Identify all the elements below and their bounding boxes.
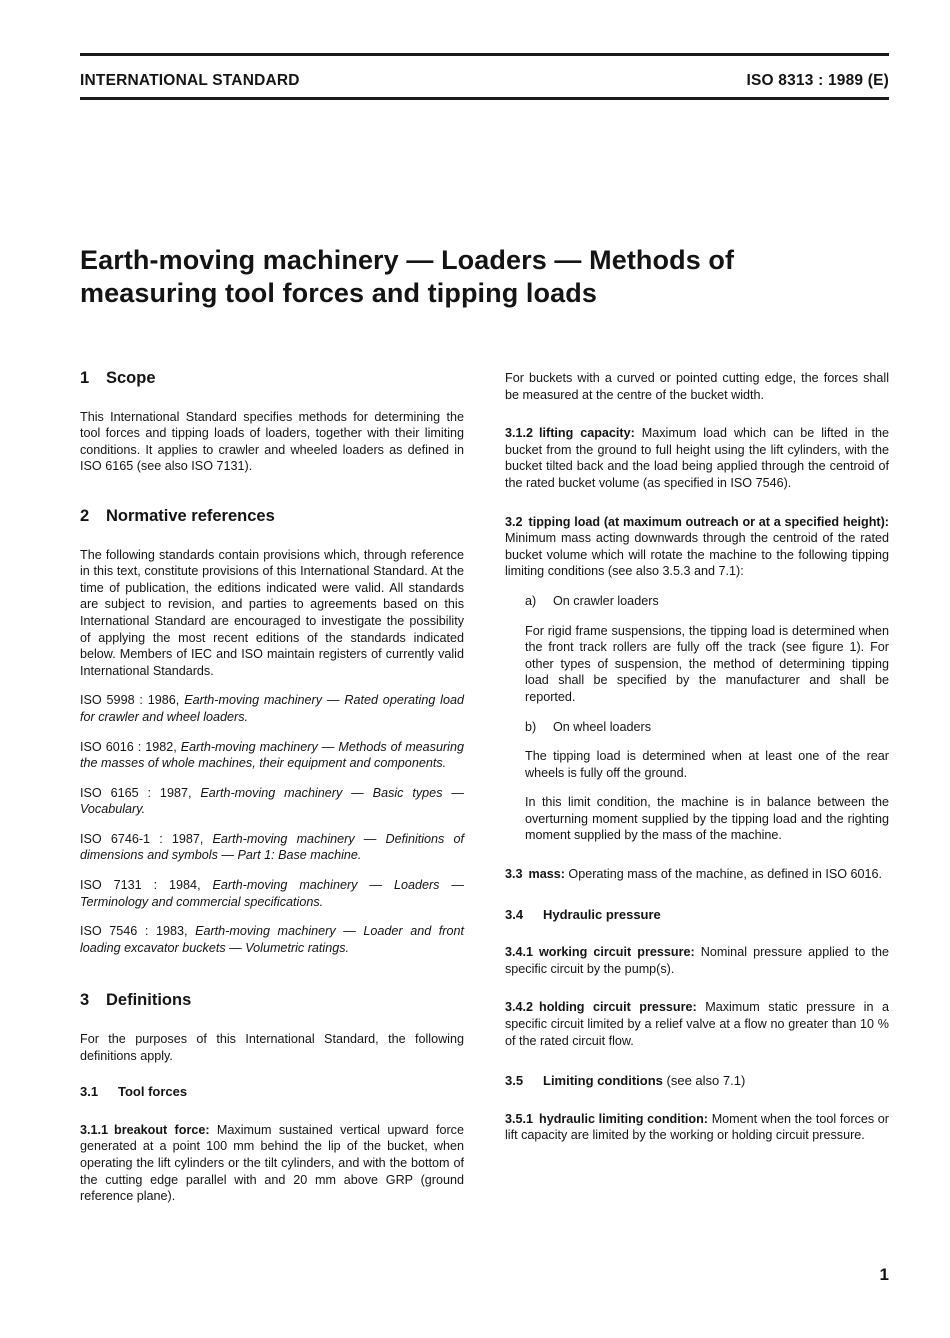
definition-working-circuit-pressure: 3.4.1 working circuit pressure: Nominal pressure applied to the specific circuit by the pump(s). bbox=[505, 945, 890, 976]
subsection-3-1-heading bbox=[80, 1084, 464, 1101]
section-title: Definitions bbox=[106, 991, 192, 1010]
subsection-title: Limiting conditions (see also 7.1) bbox=[543, 1073, 746, 1089]
standard-type-label: INTERNATIONAL STANDARD bbox=[80, 72, 300, 89]
normative-intro-paragraph: The following standards contain provisions which, through reference in this text, constitute provisions of this International Standard. At the time of publication, the editions indicated were valid. All standards are subject to revision, and parties to agreements based on this International Standard are encouraged to investigate the possibility of applying the most recent editions of the standards indicated below. Members of IEC and ISO maintain registers of currently valid International Standards. bbox=[80, 547, 464, 678]
definition-holding-circuit-pressure: 3.4.2 holding circuit pressure: Maximum static pressure in a specific circuit limited by a relief valve at a flow no greater than 10 % of the rated circuit flow. bbox=[505, 1000, 889, 1048]
subsection-3-4-heading bbox=[505, 907, 889, 924]
list-item-b: b) On wheel loaders bbox=[525, 719, 652, 734]
subsection-3-5-heading bbox=[505, 1073, 889, 1090]
header-rule bbox=[80, 97, 889, 100]
section-3-heading bbox=[80, 992, 464, 1009]
subsection-number: 3.5 bbox=[505, 1073, 524, 1089]
definition-mass: 3.3 mass: Operating mass of the machine, as defined in ISO 6016. bbox=[505, 867, 883, 882]
definition-hydraulic-limiting-condition: 3.5.1 hydraulic limiting condition: Moment when the tool forces or lift capacity are limited by the working or holding circuit pressure. bbox=[505, 1111, 889, 1143]
page-number: 1 bbox=[879, 1265, 889, 1284]
right-column bbox=[505, 370, 889, 1157]
left-column bbox=[80, 370, 464, 1218]
scope-paragraph: This International Standard specifies methods for determining the tool forces and tipping loads of loaders, together with their limiting conditions. It applies to crawler and wheeled loaders as defined in ISO 6165 (see also ISO 7131). bbox=[80, 409, 464, 474]
title-line-1: Earth-moving machinery — Loaders — Methods of bbox=[80, 245, 735, 275]
reference-item: ISO 7131 : 1984, Earth-moving machinery — Loaders — Terminology and commercial specifications. bbox=[80, 878, 464, 909]
document-title bbox=[80, 244, 860, 310]
limit-condition-paragraph: In this limit condition, the machine is in balance between the overturning moment supplied by the tipping load and the righting moment supplied by the mass of the machine. bbox=[525, 795, 889, 843]
section-number: 1 bbox=[80, 369, 90, 387]
subsection-number: 3.4 bbox=[505, 906, 524, 922]
list-item-a: a) On crawler loaders bbox=[525, 593, 659, 608]
wheel-loader-paragraph: The tipping load is determined when at least one of the rear wheels is fully off the ground. bbox=[525, 749, 889, 780]
subsection-title: Tool forces bbox=[118, 1084, 188, 1100]
top-rule bbox=[80, 53, 889, 56]
definition-tipping-load: 3.2 tipping load (at maximum outreach or at a specified height): Minimum mass acting downwards through the centroid of the rated bucket volume which will rotate the machine to the following tipping limiting conditions (see also 3.5.3 and 7.1): bbox=[505, 514, 889, 579]
title-line-2: measuring tool forces and tipping loads bbox=[80, 278, 597, 308]
definition-lifting-capacity: 3.1.2 lifting capacity: Maximum load which can be lifted in the bucket from the ground to full height using the lift cylinders, with the bucket tilted back and the load being applied through the centroid of the rated bucket volume (as specified in ISO 7546). bbox=[505, 426, 889, 490]
reference-item: ISO 7546 : 1983, Earth-moving machinery — Loader and front loading excavator buckets — Volumetric ratings. bbox=[80, 924, 465, 955]
section-number: 3 bbox=[80, 991, 90, 1010]
bucket-note-paragraph: For buckets with a curved or pointed cutting edge, the forces shall be measured at the centre of the bucket width. bbox=[505, 371, 889, 402]
section-title: Scope bbox=[106, 369, 156, 387]
definition-breakout-force: 3.1.1 breakout force: Maximum sustained vertical upward force generated at a point 100 mm behind the lip of the bucket, when operating the lift cylinders or the tilt cylinders, and with the bottom of the cutting edge parallel with and 20 mm above GRP (ground reference plane). bbox=[80, 1122, 464, 1204]
reference-item: ISO 6016 : 1982, Earth-moving machinery — Methods of measuring the masses of whole machines, their equipment and components. bbox=[80, 739, 464, 771]
section-number: 2 bbox=[80, 506, 90, 525]
standard-number: ISO 8313 : 1989 (E) bbox=[746, 72, 889, 89]
section-2-heading bbox=[80, 508, 464, 525]
section-title: Normative references bbox=[106, 506, 275, 525]
reference-item: ISO 6746-1 : 1987, Earth-moving machinery — Definitions of dimensions and symbols — Part 1: Base machine. bbox=[80, 831, 465, 863]
reference-item: ISO 5998 : 1986, Earth-moving machinery — Rated operating load for crawler and wheel loaders. bbox=[80, 693, 464, 724]
subsection-number: 3.1 bbox=[80, 1084, 99, 1100]
crawler-loader-paragraph: For rigid frame suspensions, the tipping load is determined when the front track rollers are fully off the track (see figure 1). For other types of suspension, the method of determining tipping load shall be specified by the manufacturer and shall be reported. bbox=[525, 623, 889, 704]
section-1-heading bbox=[80, 370, 464, 387]
subsection-title: Hydraulic pressure bbox=[543, 906, 661, 922]
definitions-intro-paragraph: For the purposes of this International Standard, the following definitions apply. bbox=[80, 1032, 464, 1063]
reference-item: ISO 6165 : 1987, Earth-moving machinery — Basic types — Vocabulary. bbox=[80, 785, 464, 817]
